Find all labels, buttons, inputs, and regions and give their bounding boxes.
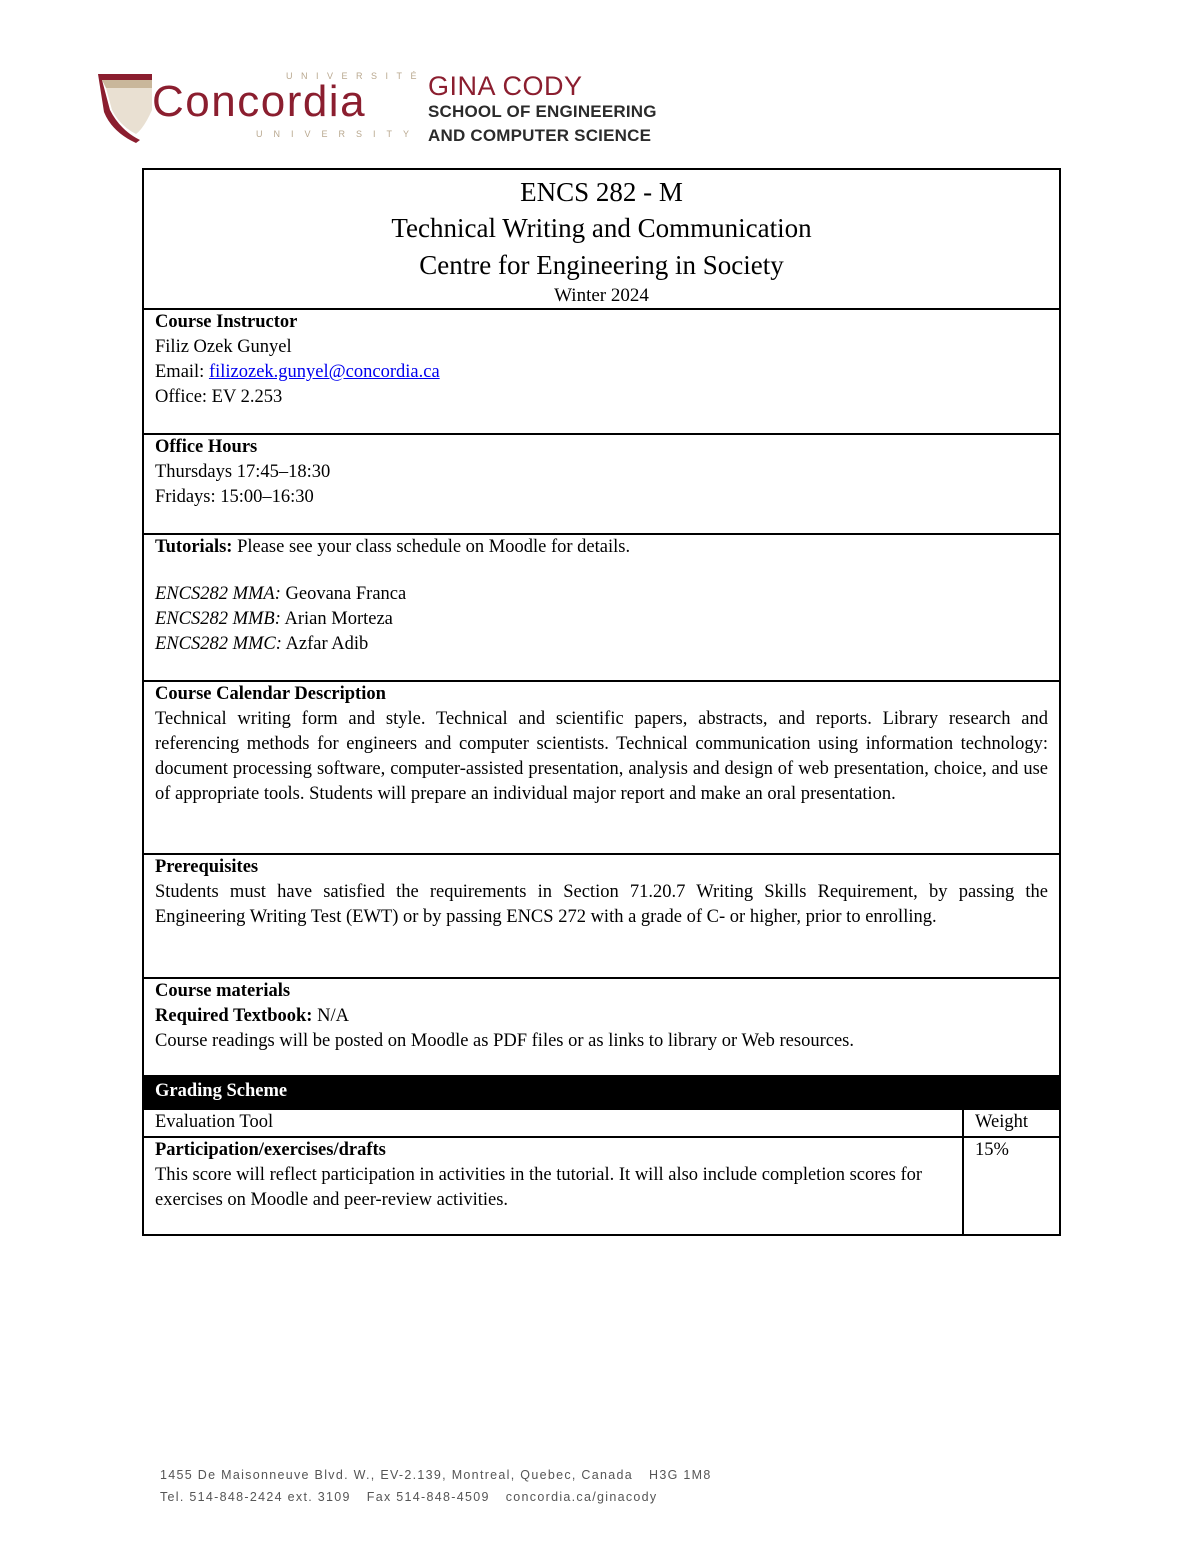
grading-tool-cell	[143, 1137, 963, 1235]
school-line-1: SCHOOL OF ENGINEERING	[428, 102, 657, 121]
textbook-line	[155, 1004, 1048, 1029]
weight-header: Weight	[963, 1109, 1060, 1137]
grading-row	[143, 1137, 1060, 1235]
footer-contact-line	[160, 1486, 712, 1508]
tutorial-code: ENCS282 MMA:	[155, 584, 281, 604]
grading-weight-cell: 15%	[963, 1137, 1060, 1235]
tutorial-ta: Geovana Franca	[280, 584, 407, 604]
instructor-name: Filiz Ozek Gunyel	[155, 337, 292, 357]
school-line-2: AND COMPUTER SCIENCE	[428, 126, 652, 145]
school-name: GINA CODY	[428, 71, 583, 101]
calendar-text: Technical writing form and style. Technical and scientific papers, abstracts, and reports. Library research and referencing methods for engineers and computer scientists. Technical communication using information technology: document processing software, computer-assisted presentation, analysis and design of web presentation, choice, and use of appropriate tools. Students will prepare an individual major report and make an oral presentation.	[155, 709, 1048, 804]
office-hours-line: Thursdays 17:45–18:30	[155, 462, 331, 482]
instructor-email-link[interactable]: filizozek.gunyel@concordia.ca	[208, 362, 440, 382]
tutorials-heading: Tutorials:	[155, 537, 233, 557]
footer-address: 1455 De Maisonneuve Blvd. W., EV-2.139, Montreal, Quebec, Canada	[160, 1468, 634, 1482]
tutorial-ta: Azfar Adib	[281, 634, 369, 654]
concordia-logo	[96, 64, 426, 150]
footer-postal: H3G 1M8	[649, 1468, 712, 1482]
textbook-value: N/A	[312, 1006, 349, 1026]
office-hours-heading: Office Hours	[155, 437, 258, 457]
instructor-email-line	[155, 360, 1048, 385]
tutorial-item	[155, 582, 1048, 607]
footer-tel: Tel. 514-848-2424 ext. 3109	[160, 1490, 351, 1504]
logo-bottom-text: UNIVERSITY	[256, 129, 421, 139]
tutorial-item	[155, 632, 1048, 657]
course-name: Technical Writing and Communication	[391, 213, 812, 243]
tutorial-ta: Arian Morteza	[280, 609, 393, 629]
office-hours-line: Fridays: 15:00–16:30	[155, 487, 314, 507]
grading-item-description: This score will reflect participation in activities in the tutorial. It will also include completion scores for exercises on Moodle and peer-review activities.	[155, 1165, 923, 1210]
readings-text: Course readings will be posted on Moodle as PDF files or as links to library or Web resources.	[155, 1031, 854, 1051]
page-footer	[160, 1464, 712, 1508]
tutorials-section	[143, 534, 1060, 681]
school-logo	[428, 72, 657, 148]
instructor-section	[143, 309, 1060, 434]
prerequisites-section	[143, 854, 1060, 978]
instructor-heading: Course Instructor	[155, 312, 298, 332]
footer-fax: Fax 514-848-4509	[366, 1490, 490, 1504]
tutorials-note: Please see your class schedule on Moodle for details.	[232, 537, 631, 557]
course-title-block	[143, 169, 1060, 309]
calendar-description-section	[143, 681, 1060, 854]
shield-icon	[96, 70, 154, 144]
email-label: Email:	[155, 362, 209, 382]
footer-address-line	[160, 1464, 712, 1486]
logo-wordmark: Concordia	[152, 77, 367, 126]
logo-top-text: UNIVERSITÉ	[286, 71, 426, 81]
calendar-heading: Course Calendar Description	[155, 684, 386, 704]
course-centre: Centre for Engineering in Society	[419, 250, 784, 280]
tutorials-intro	[155, 535, 1048, 560]
evaluation-tool-header: Evaluation Tool	[143, 1109, 963, 1137]
syllabus-table	[142, 168, 1061, 1236]
course-code: ENCS 282 - M	[520, 177, 683, 207]
instructor-office: Office: EV 2.253	[155, 387, 283, 407]
prerequisites-heading: Prerequisites	[155, 857, 259, 877]
textbook-label: Required Textbook:	[155, 1006, 313, 1026]
materials-heading: Course materials	[155, 981, 291, 1001]
footer-web: concordia.ca/ginacody	[505, 1490, 658, 1504]
course-term: Winter 2024	[554, 285, 649, 306]
office-hours-section	[143, 434, 1060, 534]
tutorial-code: ENCS282 MMB:	[155, 609, 281, 629]
tutorial-code: ENCS282 MMC:	[155, 634, 282, 654]
grading-item-title: Participation/exercises/drafts	[155, 1140, 386, 1160]
grading-scheme-heading: Grading Scheme	[143, 1076, 1060, 1109]
materials-section	[143, 978, 1060, 1076]
tutorial-item	[155, 607, 1048, 632]
prerequisites-text: Students must have satisfied the requirements in Section 71.20.7 Writing Skills Requirement, by passing the Engineering Writing Test (EWT) or by passing ENCS 272 with a grade of C- or higher, prior to enrolling.	[155, 882, 1048, 927]
